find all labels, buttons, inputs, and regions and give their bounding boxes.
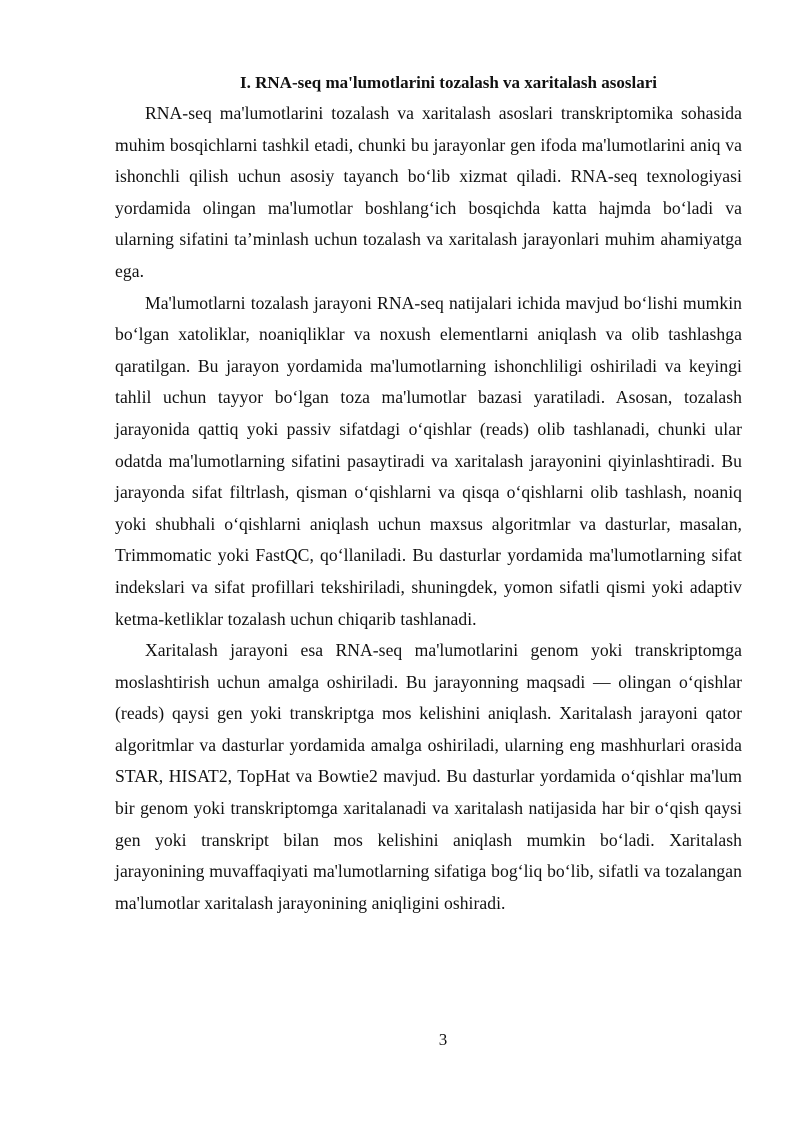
paragraph-mapping: Xaritalash jarayoni esa RNA-seq ma'lumotlarini genom yoki transkriptomga moslashtirish uchun amalga oshiriladi. Bu jarayonning maqsadi — olingan o‘qishlar (reads) qaysi gen yoki transkriptga mos kelishini aniqlash. Xaritalash jarayoni qator algoritmlar va dasturlar yordamida amalga oshiriladi, ularning eng mashhurlari orasida STAR, HISAT2, TopHat va Bowtie2 mavjud. Bu dasturlar yordamida o‘qishlar ma'lum bir genom yoki transkriptomga xaritalanadi va xaritalash natijasida har bir o‘qish qaysi gen yoki transkript bilan mos kelishini aniqlash mumkin bo‘ladi. Xaritalash jarayonining muvaffaqiyati ma'lumotlarning sifatiga bog‘liq bo‘lib, sifatli va tozalangan ma'lumotlar xaritalash jarayonining aniqligini oshiradi. (115, 640, 742, 913)
page-number: 3 (438, 1030, 448, 1049)
section-heading: I. RNA-seq ma'lumotlarini tozalash va xaritalash asoslari (240, 73, 657, 92)
paragraph-intro: RNA-seq ma'lumotlarini tozalash va xaritalash asoslari transkriptomika sohasida muhim bosqichlarni tashkil etadi, chunki bu jarayonlar gen ifoda ma'lumotlarini aniq va ishonchli qilish uchun asosiy tayanch bo‘lib xizmat qiladi. RNA-seq texnologiyasi yordamida olingan ma'lumotlar boshlang‘ich bosqichda katta hajmda bo‘ladi va ularning sifatini ta’minlash uchun tozalash va xaritalash jarayonlari muhim ahamiyatga ega. (115, 103, 742, 281)
document-page (115, 72, 742, 919)
paragraph-cleaning: Ma'lumotlarni tozalash jarayoni RNA-seq natijalari ichida mavjud bo‘lishi mumkin bo‘lgan xatoliklar, noaniqliklar va noxush elementlarni aniqlash va olib tashlashga qaratilgan. Bu jarayon yordamida ma'lumotlarning ishonchliligi oshiriladi va keyingi tahlil uchun tayyor bo‘lgan toza ma'lumotlar bazasi yaratiladi. Asosan, tozalash jarayonida qattiq yoki passiv sifatdagi o‘qishlar (reads) olib tashlanadi, chunki ular odatda ma'lumotlarning sifatini pasaytiradi va xaritalash jarayonini qiyinlashtiradi. Bu jarayonda sifat filtrlash, qisman o‘qishlarni va qisqa o‘qishlarni olib tashlash, noaniq yoki shubhali o‘qishlarni aniqlash uchun maxsus algoritmlar va dasturlar, masalan, Trimmomatic yoki FastQC, qo‘llaniladi. Bu dasturlar yordamida ma'lumotlarning sifat indekslari va sifat profillari tekshiriladi, shuningdek, yomon sifatli qismi yoki adaptiv ketma-ketliklar tozalash uchun chiqarib tashlanadi. (115, 292, 742, 629)
